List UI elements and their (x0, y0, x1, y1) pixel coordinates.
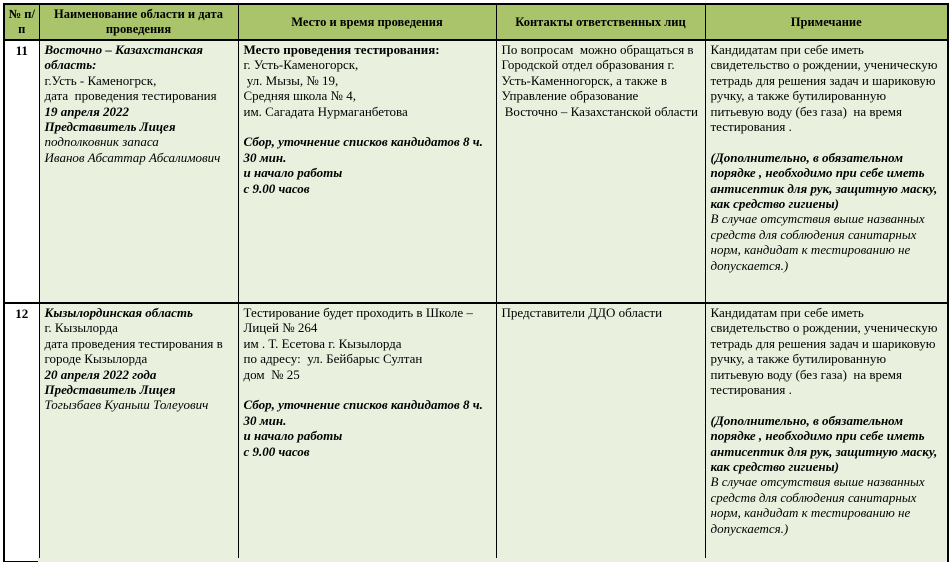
next-row-sliver (38, 558, 947, 562)
venue-cell (238, 303, 496, 562)
table-row (4, 303, 948, 562)
spacer (244, 382, 491, 397)
venue-cell (238, 40, 496, 303)
venue-address-line: Средняя школа № 4, (243, 88, 356, 104)
col-header-region-date: Наименование области и дата проведения (39, 4, 238, 40)
representative-name: Иванов Абсаттар Абсалимович (44, 149, 221, 165)
work-start-time: с 9.00 часов (243, 180, 310, 196)
contacts-region: Восточно – Казахстанской области (501, 103, 698, 119)
venue-address-line: Тестирование будет проходить в Школе – Лицей № 264 (243, 305, 477, 336)
venue-address-line: им. Сагадата Нурмаганбетова (243, 103, 408, 119)
contacts-cell (496, 303, 705, 562)
venue-address-line: по адресу: ул. Бейбарыс Султан (243, 351, 423, 367)
note-cell (705, 303, 948, 562)
testing-date-label: дата проведения тестирования в городе Кызылорда (44, 335, 227, 367)
gathering-time: Сбор, уточнение списков кандидатов 8 ч. 30 мин. (243, 397, 487, 428)
work-start-line: и начало работы (243, 165, 343, 181)
row-number-cell: 11 (4, 40, 39, 303)
note-cell (705, 40, 948, 303)
col-header-contacts: Контакты ответственных лиц (496, 4, 705, 40)
row-number-cell: 12 (4, 303, 39, 562)
contacts-text: Представители ДДО области (501, 305, 663, 320)
testing-schedule-table (3, 3, 949, 562)
work-start-time: с 9.00 часов (243, 443, 310, 459)
note-sanitary-paragraph: (Дополнительно, в обязательном порядке , необходимо при себе иметь антисептик для рук, защитную маску, как средство гигиены) (710, 149, 941, 212)
representative-label: Представитель Лицея (44, 119, 176, 135)
region-cell (39, 40, 238, 303)
work-start-line: и начало работы (243, 428, 343, 444)
venue-address-line: г. Усть-Каменогорск, (243, 57, 359, 73)
spacer (244, 119, 491, 134)
header-row (4, 4, 948, 40)
representative-label: Представитель Лицея (44, 382, 176, 398)
contacts-cell (496, 40, 705, 303)
table-sheet (3, 3, 949, 562)
col-header-number: № п/п (4, 4, 39, 40)
col-header-place-time: Место и время проведения (238, 4, 496, 40)
region-city: г.Усть - Каменогрск, (44, 72, 157, 88)
venue-title: Место проведения тестирования: (243, 42, 440, 57)
region-title: Восточно – Казахстанская область: (44, 42, 207, 73)
testing-date: 20 апреля 2022 года (44, 366, 157, 382)
col-header-note: Примечание (705, 4, 948, 40)
representative-rank: подполковник запаса (44, 134, 159, 150)
spacer (711, 397, 943, 412)
note-sanitary-paragraph: (Дополнительно, в обязательном порядке , необходимо при себе иметь антисептик для рук, защитную маску, как средство гигиены) (710, 412, 941, 475)
note-items-paragraph: Кандидатам при себе иметь свидетельство о рождении, ученическую тетрадь для решения задач и шариковую ручку, а также бутилированную питьевую воду (без газа) на время тестирования . (710, 305, 941, 398)
region-city: г. Кызылорда (44, 320, 118, 336)
gathering-time: Сбор, уточнение списков кандидатов 8 ч. 30 мин. (243, 134, 487, 165)
note-warning-paragraph: В случае отсутствия выше названных средств для соблюдения санитарных норм, кандидат к тестированию не допускается.) (710, 474, 932, 536)
venue-address-line: ул. Мызы, № 19, (243, 72, 339, 88)
contacts-text: По вопросам можно обращаться в Городской отдел образования г. Усть-Каменногорск, а также в Управление образование (501, 42, 697, 104)
representative-name: Тогызбаев Куаныш Толеуович (44, 397, 209, 413)
note-items-paragraph: Кандидатам при себе иметь свидетельство о рождении, ученическую тетрадь для решения задач и шариковую ручку, а также бутилированную питьевую воду (без газа) на время тестирования . (710, 42, 941, 135)
region-cell (39, 303, 238, 562)
venue-address-line: дом № 25 (243, 366, 300, 382)
spacer (711, 134, 943, 149)
region-title: Кызылординская область (44, 305, 193, 320)
testing-date-label: дата проведения тестирования (44, 88, 217, 104)
table-row (4, 40, 948, 303)
venue-address-line: им . Т. Есетова г. Кызылорда (243, 335, 402, 351)
testing-date: 19 апреля 2022 (44, 103, 130, 119)
note-warning-paragraph: В случае отсутствия выше названных средств для соблюдения санитарных норм, кандидат к тестированию не допускается.) (710, 211, 932, 273)
